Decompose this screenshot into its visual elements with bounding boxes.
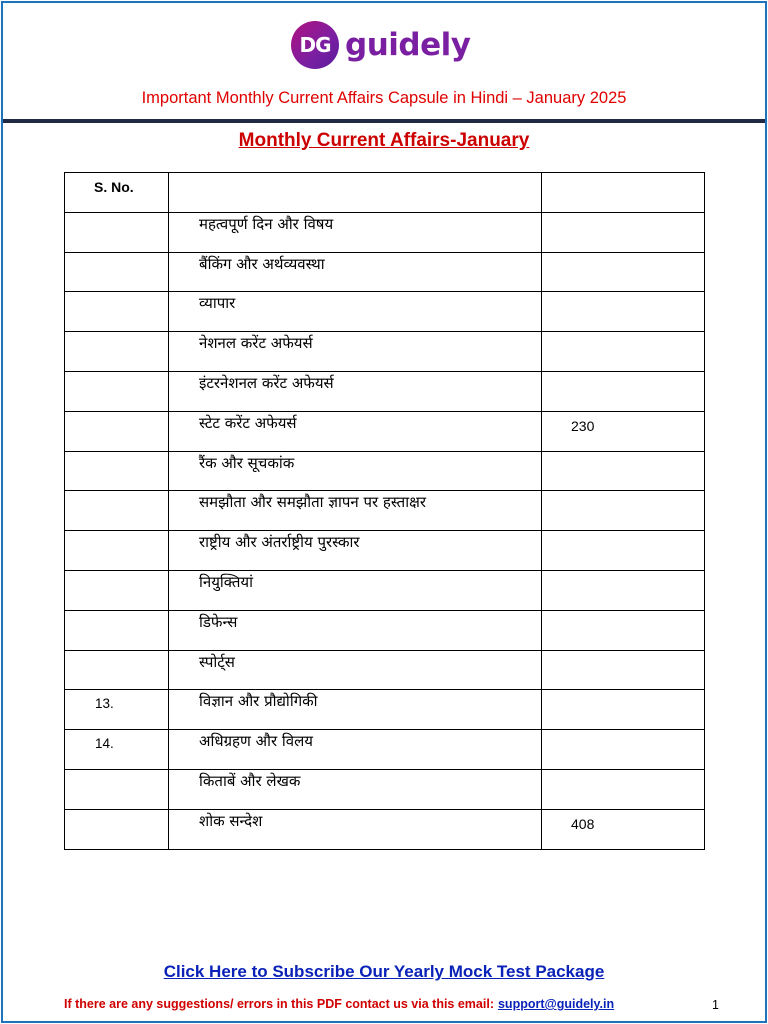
table-cell-topic (169, 292, 542, 332)
header-cell-page (542, 173, 705, 213)
table-cell-topic (169, 650, 542, 690)
table-row (65, 769, 705, 809)
row-sno-text (65, 412, 168, 418)
table-cell-page (542, 491, 705, 531)
table-row (65, 491, 705, 531)
table-row (65, 650, 705, 690)
row-sno-text (65, 571, 168, 577)
row-sno-text (65, 253, 168, 259)
row-page-text (542, 292, 704, 298)
row-sno-text (65, 651, 168, 657)
row-topic-text: नियुक्तियां (199, 572, 253, 591)
row-page-text (542, 213, 704, 219)
table-cell-sno (65, 650, 169, 690)
header-subtitle: Important Monthly Current Affairs Capsule in Hindi – January 2025 (141, 89, 627, 107)
table-cell-topic (169, 451, 542, 491)
table-cell-page (542, 531, 705, 571)
table-cell-sno (65, 610, 169, 650)
table-cell-sno (65, 690, 169, 730)
row-page-text (542, 690, 704, 696)
table-cell-page (542, 451, 705, 491)
table-row (65, 252, 705, 292)
row-topic-text: शोक सन्देश (199, 811, 263, 830)
table-cell-page (542, 690, 705, 730)
row-page-text: 408 (571, 815, 595, 832)
table-cell-sno (65, 451, 169, 491)
row-topic-text: रैंक और सूचकांक (199, 453, 295, 472)
row-sno-text (65, 452, 168, 458)
row-page-text (542, 372, 704, 378)
row-sno-text (65, 810, 168, 816)
row-sno-text: 14. (95, 736, 114, 752)
logo-initials: DG (299, 33, 331, 57)
row-sno-text (65, 531, 168, 537)
table-cell-sno (65, 252, 169, 292)
table-cell-sno (65, 491, 169, 531)
row-page-text (542, 571, 704, 577)
logo-badge-icon (291, 21, 339, 69)
logo-text: guidely (345, 27, 471, 63)
table-cell-sno (65, 570, 169, 610)
table-cell-topic (169, 252, 542, 292)
row-topic-text: बैंकिंग और अर्थव्यवस्था (199, 254, 325, 273)
footer-note (64, 997, 614, 1011)
table-row (65, 411, 705, 451)
row-page-text (542, 452, 704, 458)
row-page-text (542, 651, 704, 657)
table-cell-topic (169, 809, 542, 849)
table-cell-topic (169, 610, 542, 650)
table-cell-page (542, 809, 705, 849)
row-topic-text: अधिग्रहण और विलय (199, 732, 313, 751)
table-cell-page (542, 650, 705, 690)
support-email-link[interactable]: support@guidely.in (497, 997, 615, 1011)
row-sno-text (65, 292, 168, 298)
row-topic-text: स्टेट करेंट अफेयर्स (199, 413, 297, 432)
row-sno-text (65, 770, 168, 776)
table-cell-sno (65, 531, 169, 571)
row-page-text (542, 531, 704, 537)
table-cell-sno (65, 769, 169, 809)
table-cell-sno (65, 411, 169, 451)
subscribe-link[interactable]: Click Here to Subscribe Our Yearly Mock Test Package (163, 962, 605, 981)
row-sno-text (65, 332, 168, 338)
row-topic-text: विज्ञान और प्रौद्योगिकी (199, 692, 318, 711)
row-topic-text: किताबें और लेखक (199, 771, 301, 790)
table-row (65, 570, 705, 610)
table-row (65, 371, 705, 411)
table-cell-topic (169, 491, 542, 531)
page-number: 1 (712, 998, 719, 1012)
row-topic-text: समझौता और समझौता ज्ञापन पर हस्ताक्षर (199, 493, 426, 512)
table-row (65, 610, 705, 650)
header-cell-topic (169, 173, 542, 213)
table-cell-topic (169, 730, 542, 770)
table-cell-page (542, 730, 705, 770)
row-topic-text: महत्वपूर्ण दिन और विषय (199, 214, 334, 233)
row-topic-text: राष्ट्रीय और अंतर्राष्ट्रीय पुरस्कार (199, 533, 360, 552)
table-cell-topic (169, 570, 542, 610)
row-sno-text (65, 491, 168, 497)
footer-note-text: If there are any suggestions/ errors in this PDF contact us via this email: (64, 997, 494, 1011)
row-topic-text: इंटरनेशनल करेंट अफेयर्स (199, 373, 334, 392)
table-cell-topic (169, 411, 542, 451)
row-sno-text (65, 611, 168, 617)
table-row (65, 292, 705, 332)
row-page-text (542, 770, 704, 776)
document-title: Monthly Current Affairs-January (238, 130, 530, 151)
table-cell-topic (169, 690, 542, 730)
row-page-text (542, 730, 704, 736)
table-row (65, 531, 705, 571)
table-cell-page (542, 769, 705, 809)
table-cell-page (542, 371, 705, 411)
table-row (65, 451, 705, 491)
row-topic-text: नेशनल करेंट अफेयर्स (199, 334, 313, 353)
header-cell-sno: S. No. (65, 173, 169, 213)
table-row (65, 212, 705, 252)
row-page-text (542, 491, 704, 497)
table-cell-topic (169, 332, 542, 372)
table-header-row (65, 173, 705, 213)
row-topic-text: स्पोर्ट्स (199, 652, 235, 671)
table-cell-page (542, 332, 705, 372)
table-cell-sno (65, 212, 169, 252)
row-sno-text (65, 372, 168, 378)
table-cell-page (542, 411, 705, 451)
row-sno-text: 13. (95, 696, 114, 712)
table-cell-topic (169, 371, 542, 411)
header-divider (3, 119, 765, 123)
row-topic-text: व्यापार (199, 294, 236, 313)
row-topic-text: डिफेन्स (199, 612, 238, 631)
table-cell-topic (169, 212, 542, 252)
row-page-text (542, 332, 704, 338)
table-cell-page (542, 252, 705, 292)
table-cell-page (542, 570, 705, 610)
contents-table (64, 172, 705, 850)
table-cell-page (542, 610, 705, 650)
row-sno-text (65, 213, 168, 219)
table-cell-topic (169, 531, 542, 571)
table-row (65, 332, 705, 372)
row-page-text: 230 (571, 417, 595, 434)
table-row (65, 730, 705, 770)
table-cell-sno (65, 332, 169, 372)
table-cell-sno (65, 371, 169, 411)
table-row (65, 809, 705, 849)
table-cell-page (542, 212, 705, 252)
row-page-text (542, 253, 704, 259)
table-cell-page (542, 292, 705, 332)
table-cell-topic (169, 769, 542, 809)
table-row (65, 690, 705, 730)
table-cell-sno (65, 292, 169, 332)
table-cell-sno (65, 809, 169, 849)
table-cell-sno (65, 730, 169, 770)
row-page-text (542, 611, 704, 617)
guidely-logo (291, 21, 470, 69)
